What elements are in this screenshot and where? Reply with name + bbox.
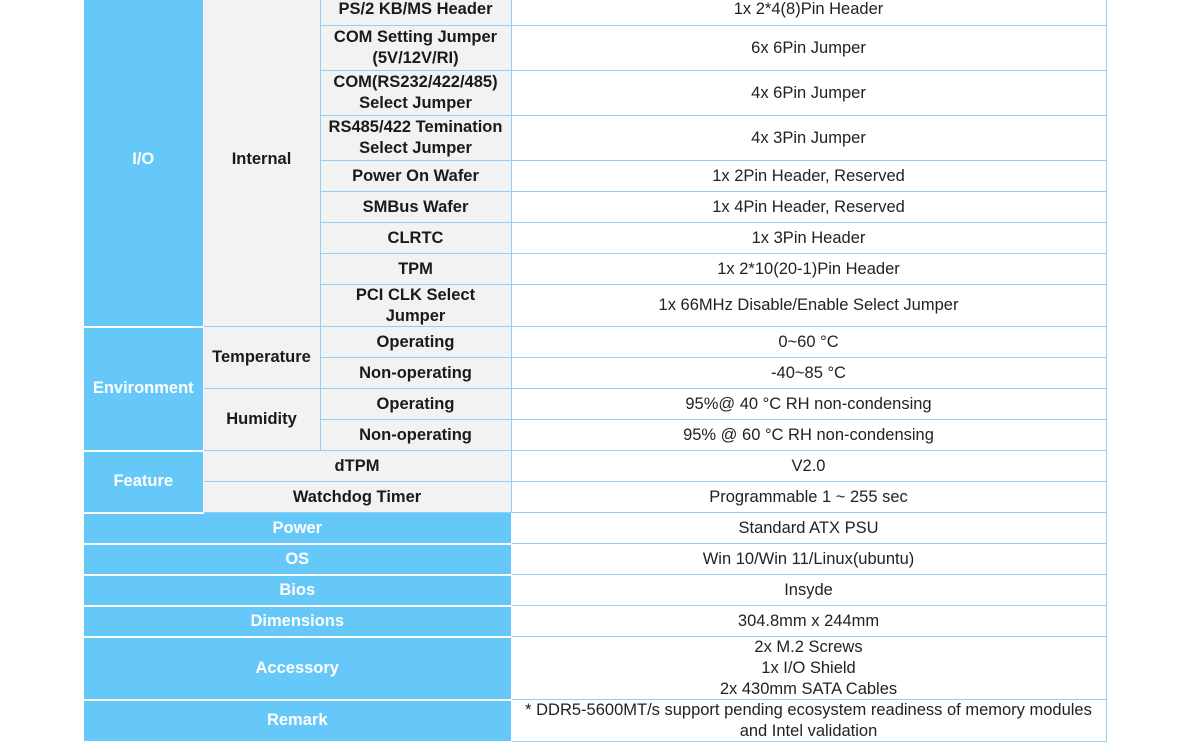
spec-value-ps2-header: 1x 2*4(8)Pin Header bbox=[511, 0, 1106, 26]
spec-label-temp-operating: Operating bbox=[320, 327, 511, 358]
spec-value-os: Win 10/Win 11/Linux(ubuntu) bbox=[511, 544, 1106, 575]
spec-value-power-on-wafer: 1x 2Pin Header, Reserved bbox=[511, 161, 1106, 192]
table-row bbox=[84, 482, 1106, 513]
category-feature: Feature bbox=[84, 451, 203, 513]
table-row bbox=[84, 575, 1106, 606]
spec-label-pci-clk: PCI CLK Select Jumper bbox=[320, 285, 511, 327]
spec-label-hum-nonoperating: Non-operating bbox=[320, 420, 511, 451]
spec-label-accessory: Accessory bbox=[84, 637, 511, 700]
subcategory-internal: Internal bbox=[203, 0, 320, 327]
table-row bbox=[84, 700, 1106, 742]
spec-value-dimensions: 304.8mm x 244mm bbox=[511, 606, 1106, 637]
accessory-line: 1x I/O Shield bbox=[761, 658, 856, 677]
spec-value-com-setting-jumper: 6x 6Pin Jumper bbox=[511, 26, 1106, 71]
spec-value-smbus-wafer: 1x 4Pin Header, Reserved bbox=[511, 192, 1106, 223]
spec-label-tpm: TPM bbox=[320, 254, 511, 285]
accessory-line: 2x M.2 Screws bbox=[754, 638, 863, 657]
spec-label-com-setting-jumper: COM Setting Jumper (5V/12V/RI) bbox=[320, 26, 511, 71]
spec-value-dtpm: V2.0 bbox=[511, 451, 1106, 482]
spec-value-hum-nonoperating: 95% @ 60 °C RH non-condensing bbox=[511, 420, 1106, 451]
subcategory-temperature: Temperature bbox=[203, 327, 320, 389]
spec-value-hum-operating: 95%@ 40 °C RH non-condensing bbox=[511, 389, 1106, 420]
spec-value-bios: Insyde bbox=[511, 575, 1106, 606]
spec-label-smbus-wafer: SMBus Wafer bbox=[320, 192, 511, 223]
spec-value-clrtc: 1x 3Pin Header bbox=[511, 223, 1106, 254]
table-row bbox=[84, 513, 1106, 544]
spec-label-bios: Bios bbox=[84, 575, 511, 606]
table-row bbox=[84, 451, 1106, 482]
spec-value-power: Standard ATX PSU bbox=[511, 513, 1106, 544]
table-row bbox=[84, 327, 1106, 358]
spec-label-ps2-header: PS/2 KB/MS Header bbox=[320, 0, 511, 26]
spec-table bbox=[84, 0, 1107, 743]
spec-label-watchdog: Watchdog Timer bbox=[203, 482, 511, 513]
spec-label-hum-operating: Operating bbox=[320, 389, 511, 420]
spec-value-watchdog: Programmable 1 ~ 255 sec bbox=[511, 482, 1106, 513]
spec-label-rs485-termination: RS485/422 Temination Select Jumper bbox=[320, 116, 511, 161]
spec-value-com-select-jumper: 4x 6Pin Jumper bbox=[511, 71, 1106, 116]
spec-label-dimensions: Dimensions bbox=[84, 606, 511, 637]
spec-value-temp-nonoperating: -40~85 °C bbox=[511, 358, 1106, 389]
spec-label-clrtc: CLRTC bbox=[320, 223, 511, 254]
subcategory-humidity: Humidity bbox=[203, 389, 320, 451]
table-row bbox=[84, 606, 1106, 637]
table-row bbox=[84, 0, 1106, 26]
category-environment: Environment bbox=[84, 327, 203, 451]
spec-label-power-on-wafer: Power On Wafer bbox=[320, 161, 511, 192]
spec-label-dtpm: dTPM bbox=[203, 451, 511, 482]
spec-value-accessory bbox=[511, 637, 1106, 700]
table-row bbox=[84, 389, 1106, 420]
spec-value-rs485-termination: 4x 3Pin Jumper bbox=[511, 116, 1106, 161]
remark-line: * DDR5-5600MT/s support pending ecosystem readiness of memory modules bbox=[525, 701, 1092, 720]
spec-value-remark bbox=[511, 700, 1106, 742]
category-io: I/O bbox=[84, 0, 203, 327]
spec-value-temp-operating: 0~60 °C bbox=[511, 327, 1106, 358]
spec-label-com-select-jumper: COM(RS232/422/485) Select Jumper bbox=[320, 71, 511, 116]
table-row bbox=[84, 544, 1106, 575]
table-row bbox=[84, 637, 1106, 700]
accessory-line: 2x 430mm SATA Cables bbox=[719, 679, 898, 698]
remark-line: and Intel validation bbox=[739, 721, 878, 740]
spec-label-os: OS bbox=[84, 544, 511, 575]
spec-label-temp-nonoperating: Non-operating bbox=[320, 358, 511, 389]
spec-label-power: Power bbox=[84, 513, 511, 544]
spec-value-pci-clk: 1x 66MHz Disable/Enable Select Jumper bbox=[511, 285, 1106, 327]
spec-value-tpm: 1x 2*10(20-1)Pin Header bbox=[511, 254, 1106, 285]
spec-label-remark: Remark bbox=[84, 700, 511, 742]
